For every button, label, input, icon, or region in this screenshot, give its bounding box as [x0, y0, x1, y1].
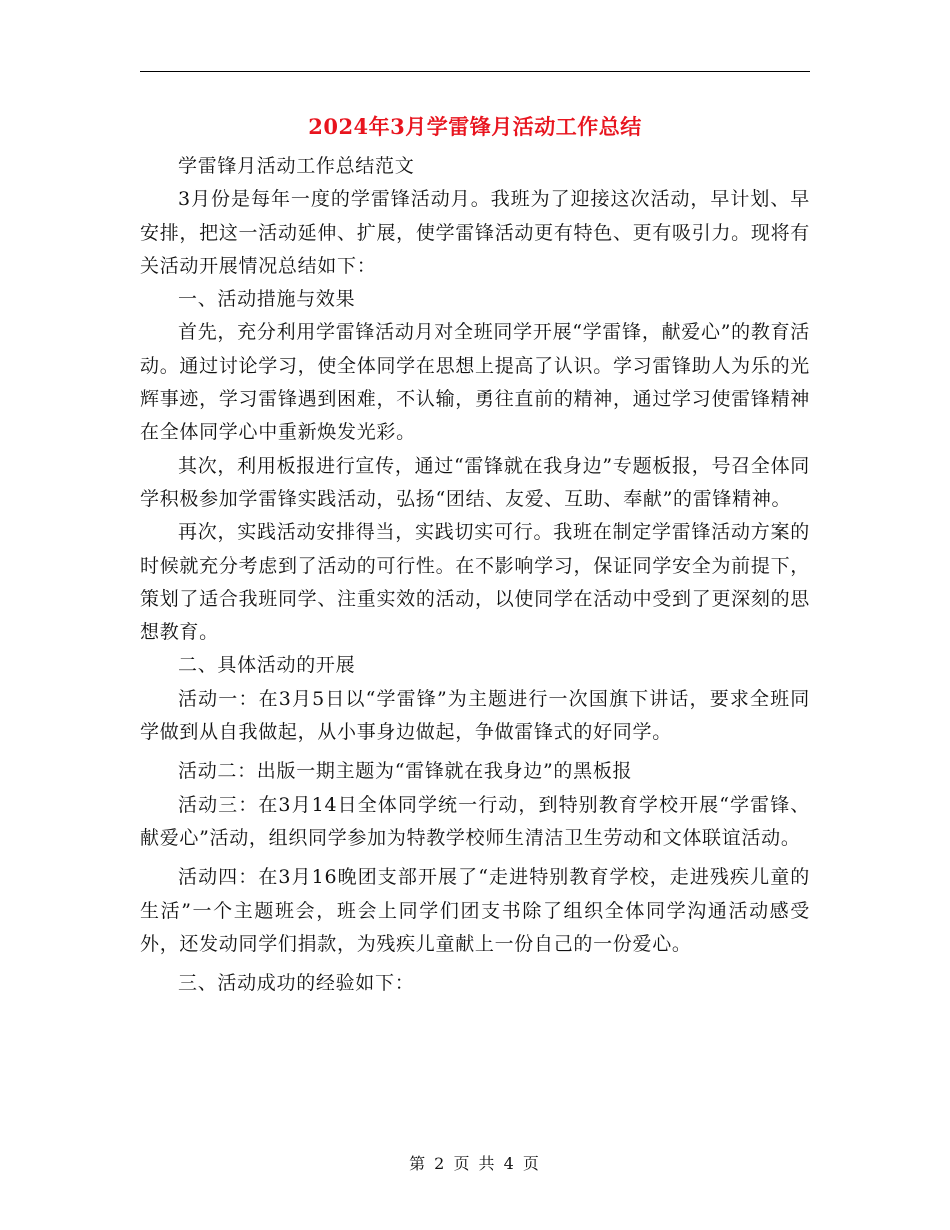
paragraph-intro: 3月份是每年一度的学雷锋活动月。我班为了迎接这次活动，早计划、早安排，把这一活动延伸、扩展，使学雷锋活动更有特色、更有吸引力。现将有关活动开展情况总结如下：	[140, 188, 810, 277]
paragraph-activity-two: 活动二：出版一期主题为“雷锋就在我身边”的黑板报	[178, 760, 633, 783]
section-heading-measures: 一、活动措施与效果	[178, 288, 356, 311]
paragraph-activity-four: 活动四：在3月16晚团支部开展了“走进特别教育学校，走进残疾儿童的生活”一个主题班会，班会上同学们团支书除了组织全体同学沟通活动感受外，还发动同学们捐款，为残疾儿童献上一份自己的一份爱心。	[140, 866, 810, 955]
paragraph-second: 其次，利用板报进行宣传，通过“雷锋就在我身边”专题板报，号召全体同学积极参加学雷锋实践活动，弘扬“团结、友爱、互助、奉献”的雷锋精神。	[140, 454, 810, 510]
paragraph-activity-one: 活动一：在3月5日以“学雷锋”为主题进行一次国旗下讲话，要求全班同学做到从自我做起，从小事身边做起，争做雷锋式的好同学。	[140, 687, 810, 744]
paragraph-first: 首先，充分利用学雷锋活动月对全班同学开展“学雷锋，献爱心”的教育活动。通过讨论学习，使全体同学在思想上提高了认识。学习雷锋助人为乐的光辉事迹，学习雷锋遇到困难，不认输，勇往直前的精神，通过学习使雷锋精神在全体同学心中重新焕发光彩。	[140, 321, 810, 444]
section-heading-activities: 二、具体活动的开展	[178, 654, 356, 677]
document-body	[140, 150, 810, 1000]
header-rule	[140, 71, 810, 72]
paragraph-subtitle: 学雷锋月活动工作总结范文	[178, 155, 415, 177]
document-title: 2024年3月学雷锋月活动工作总结	[308, 114, 642, 139]
paragraph-third: 再次，实践活动安排得当，实践切实可行。我班在制定学雷锋活动方案的时候就充分考虑到了活动的可行性。在不影响学习，保证同学安全为前提下，策划了适合我班同学、注重实效的活动，以使同学在活动中受到了更深刻的思想教育。	[140, 521, 810, 644]
section-heading-experience: 三、活动成功的经验如下：	[178, 972, 415, 995]
page-number-footer: 第 2 页 共 4 页	[409, 1154, 541, 1173]
paragraph-activity-three: 活动三：在3月14日全体同学统一行动，到特别教育学校开展“学雷锋、献爱心”活动，组织同学参加为特教学校师生清洁卫生劳动和文体联谊活动。	[140, 793, 810, 849]
